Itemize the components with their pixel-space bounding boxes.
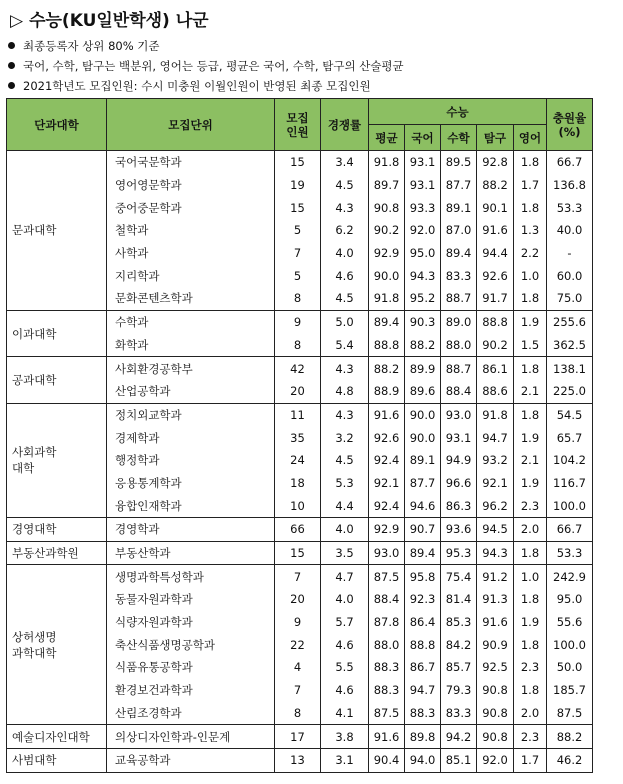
inquiry-cell: 91.8 bbox=[477, 403, 514, 426]
english-cell: 2.1 bbox=[514, 449, 547, 472]
english-cell: 1.9 bbox=[514, 426, 547, 449]
english-cell: 2.0 bbox=[514, 702, 547, 725]
math-cell: 85.7 bbox=[441, 656, 477, 679]
inquiry-cell: 91.7 bbox=[477, 287, 514, 310]
table-row bbox=[7, 518, 593, 542]
header-competition-rate: 경쟁률 bbox=[321, 99, 369, 151]
unit-cell: 경영학과 bbox=[107, 518, 275, 542]
header-math: 수학 bbox=[441, 125, 477, 151]
math-cell: 85.3 bbox=[441, 611, 477, 634]
table-row bbox=[7, 565, 593, 588]
unit-cell: 식량자원과학과 bbox=[107, 611, 275, 634]
fill-rate-cell: 66.7 bbox=[547, 518, 593, 542]
fill-rate-cell: 95.0 bbox=[547, 588, 593, 611]
inquiry-cell: 93.2 bbox=[477, 449, 514, 472]
table-row bbox=[7, 541, 593, 565]
avg-cell: 90.2 bbox=[369, 219, 405, 242]
inquiry-cell: 91.6 bbox=[477, 611, 514, 634]
english-cell: 1.8 bbox=[514, 403, 547, 426]
fill-rate-cell: 54.5 bbox=[547, 403, 593, 426]
korean-cell: 95.0 bbox=[405, 242, 441, 265]
inquiry-cell: 92.0 bbox=[477, 748, 514, 772]
english-cell: 1.8 bbox=[514, 151, 547, 174]
korean-cell: 93.1 bbox=[405, 174, 441, 197]
math-cell: 87.0 bbox=[441, 219, 477, 242]
inquiry-cell: 90.1 bbox=[477, 196, 514, 219]
avg-cell: 91.8 bbox=[369, 287, 405, 310]
english-cell: 1.8 bbox=[514, 357, 547, 380]
inquiry-cell: 90.8 bbox=[477, 725, 514, 749]
english-cell: 1.8 bbox=[514, 541, 547, 565]
avg-cell: 88.3 bbox=[369, 656, 405, 679]
math-cell: 88.7 bbox=[441, 287, 477, 310]
notes-list bbox=[8, 36, 404, 96]
page-title bbox=[10, 6, 209, 31]
avg-cell: 92.6 bbox=[369, 426, 405, 449]
unit-cell: 식품유통공학과 bbox=[107, 656, 275, 679]
quota-cell: 4 bbox=[275, 656, 321, 679]
korean-cell: 88.8 bbox=[405, 633, 441, 656]
quota-cell: 42 bbox=[275, 357, 321, 380]
korean-cell: 94.0 bbox=[405, 748, 441, 772]
note-item bbox=[8, 36, 404, 56]
math-cell: 79.3 bbox=[441, 679, 477, 702]
note-text: 2021학년도 모집인원: 수시 미충원 이월인원이 반영된 최종 모집인원 bbox=[23, 79, 371, 93]
english-cell: 1.9 bbox=[514, 310, 547, 333]
table-row bbox=[7, 748, 593, 772]
math-cell: 88.0 bbox=[441, 334, 477, 357]
table-row bbox=[7, 403, 593, 426]
fill-rate-cell: 362.5 bbox=[547, 334, 593, 357]
inquiry-cell: 92.8 bbox=[477, 151, 514, 174]
college-cell: 예술디자인대학 bbox=[7, 725, 107, 749]
math-cell: 93.1 bbox=[441, 426, 477, 449]
quota-cell: 66 bbox=[275, 518, 321, 542]
table-row bbox=[7, 357, 593, 380]
unit-cell: 융합인재학과 bbox=[107, 494, 275, 517]
inquiry-cell: 94.4 bbox=[477, 242, 514, 265]
korean-cell: 90.0 bbox=[405, 403, 441, 426]
korean-cell: 89.8 bbox=[405, 725, 441, 749]
unit-cell: 교육공학과 bbox=[107, 748, 275, 772]
unit-cell: 사회환경공학부 bbox=[107, 357, 275, 380]
avg-cell: 87.5 bbox=[369, 702, 405, 725]
fill-rate-cell: 46.2 bbox=[547, 748, 593, 772]
inquiry-cell: 94.5 bbox=[477, 518, 514, 542]
quota-cell: 5 bbox=[275, 219, 321, 242]
math-cell: 86.3 bbox=[441, 494, 477, 517]
quota-cell: 17 bbox=[275, 725, 321, 749]
math-cell: 89.1 bbox=[441, 196, 477, 219]
unit-cell: 산림조경학과 bbox=[107, 702, 275, 725]
korean-cell: 93.3 bbox=[405, 196, 441, 219]
math-cell: 85.1 bbox=[441, 748, 477, 772]
inquiry-cell: 88.6 bbox=[477, 380, 514, 403]
unit-cell: 동물자원과학과 bbox=[107, 588, 275, 611]
unit-cell: 부동산학과 bbox=[107, 541, 275, 565]
rate-cell: 4.6 bbox=[321, 633, 369, 656]
rate-cell: 3.1 bbox=[321, 748, 369, 772]
english-cell: 1.9 bbox=[514, 472, 547, 495]
quota-cell: 9 bbox=[275, 310, 321, 333]
unit-cell: 문화콘텐츠학과 bbox=[107, 287, 275, 310]
unit-cell: 경제학과 bbox=[107, 426, 275, 449]
inquiry-cell: 90.9 bbox=[477, 633, 514, 656]
avg-cell: 90.0 bbox=[369, 264, 405, 287]
header-inquiry: 탐구 bbox=[477, 125, 514, 151]
math-cell: 88.4 bbox=[441, 380, 477, 403]
avg-cell: 91.6 bbox=[369, 403, 405, 426]
fill-rate-cell: 87.5 bbox=[547, 702, 593, 725]
avg-cell: 93.0 bbox=[369, 541, 405, 565]
fill-rate-cell: 116.7 bbox=[547, 472, 593, 495]
fill-rate-cell: 100.0 bbox=[547, 494, 593, 517]
korean-cell: 89.6 bbox=[405, 380, 441, 403]
avg-cell: 87.5 bbox=[369, 565, 405, 588]
math-cell: 89.4 bbox=[441, 242, 477, 265]
korean-cell: 90.7 bbox=[405, 518, 441, 542]
table-row bbox=[7, 725, 593, 749]
english-cell: 1.8 bbox=[514, 287, 547, 310]
rate-cell: 4.3 bbox=[321, 403, 369, 426]
bullet-icon bbox=[8, 82, 15, 89]
note-text: 국어, 수학, 탐구는 백분위, 영어는 등급, 평균은 국어, 수학, 탐구의 산술평균 bbox=[23, 59, 404, 73]
rate-cell: 4.1 bbox=[321, 702, 369, 725]
header-fill-rate: 충원율 (%) bbox=[547, 99, 593, 151]
rate-cell: 3.5 bbox=[321, 541, 369, 565]
inquiry-cell: 88.8 bbox=[477, 310, 514, 333]
page-title-text: 수능(KU일반학생) 나군 bbox=[29, 11, 209, 31]
quota-cell: 15 bbox=[275, 196, 321, 219]
triangle-marker-icon: ▷ bbox=[10, 11, 24, 31]
korean-cell: 95.2 bbox=[405, 287, 441, 310]
inquiry-cell: 91.2 bbox=[477, 565, 514, 588]
math-cell: 95.3 bbox=[441, 541, 477, 565]
inquiry-cell: 94.7 bbox=[477, 426, 514, 449]
rate-cell: 5.3 bbox=[321, 472, 369, 495]
unit-cell: 국어국문학과 bbox=[107, 151, 275, 174]
avg-cell: 87.8 bbox=[369, 611, 405, 634]
english-cell: 1.3 bbox=[514, 219, 547, 242]
quota-cell: 19 bbox=[275, 174, 321, 197]
inquiry-cell: 91.6 bbox=[477, 219, 514, 242]
english-cell: 2.3 bbox=[514, 494, 547, 517]
unit-cell: 축산식품생명공학과 bbox=[107, 633, 275, 656]
rate-cell: 4.0 bbox=[321, 518, 369, 542]
math-cell: 84.2 bbox=[441, 633, 477, 656]
avg-cell: 92.4 bbox=[369, 494, 405, 517]
college-cell: 사범대학 bbox=[7, 748, 107, 772]
bullet-icon bbox=[8, 62, 15, 69]
quota-cell: 24 bbox=[275, 449, 321, 472]
unit-cell: 영어영문학과 bbox=[107, 174, 275, 197]
inquiry-cell: 90.8 bbox=[477, 679, 514, 702]
unit-cell: 산업공학과 bbox=[107, 380, 275, 403]
english-cell: 2.3 bbox=[514, 725, 547, 749]
quota-cell: 20 bbox=[275, 588, 321, 611]
unit-cell: 중어중문학과 bbox=[107, 196, 275, 219]
english-cell: 2.1 bbox=[514, 380, 547, 403]
korean-cell: 94.3 bbox=[405, 264, 441, 287]
inquiry-cell: 91.3 bbox=[477, 588, 514, 611]
fill-rate-cell: 185.7 bbox=[547, 679, 593, 702]
fill-rate-cell: 66.7 bbox=[547, 151, 593, 174]
math-cell: 89.0 bbox=[441, 310, 477, 333]
unit-cell: 의상디자인학과-인문계 bbox=[107, 725, 275, 749]
note-item bbox=[8, 76, 404, 96]
avg-cell: 88.0 bbox=[369, 633, 405, 656]
english-cell: 2.3 bbox=[514, 656, 547, 679]
header-suneung: 수능 bbox=[369, 99, 547, 125]
rate-cell: 4.6 bbox=[321, 264, 369, 287]
avg-cell: 90.8 bbox=[369, 196, 405, 219]
avg-cell: 91.6 bbox=[369, 725, 405, 749]
college-cell: 경영대학 bbox=[7, 518, 107, 542]
header-average: 평균 bbox=[369, 125, 405, 151]
rate-cell: 5.5 bbox=[321, 656, 369, 679]
college-cell: 문과대학 bbox=[7, 151, 107, 311]
quota-cell: 10 bbox=[275, 494, 321, 517]
quota-cell: 15 bbox=[275, 541, 321, 565]
quota-cell: 22 bbox=[275, 633, 321, 656]
fill-rate-cell: 242.9 bbox=[547, 565, 593, 588]
korean-cell: 86.4 bbox=[405, 611, 441, 634]
inquiry-cell: 90.8 bbox=[477, 702, 514, 725]
unit-cell: 응용통계학과 bbox=[107, 472, 275, 495]
quota-cell: 13 bbox=[275, 748, 321, 772]
table-row bbox=[7, 310, 593, 333]
rate-cell: 4.4 bbox=[321, 494, 369, 517]
avg-cell: 88.2 bbox=[369, 357, 405, 380]
english-cell: 2.2 bbox=[514, 242, 547, 265]
math-cell: 94.2 bbox=[441, 725, 477, 749]
fill-rate-cell: 53.3 bbox=[547, 196, 593, 219]
unit-cell: 철학과 bbox=[107, 219, 275, 242]
rate-cell: 5.0 bbox=[321, 310, 369, 333]
inquiry-cell: 94.3 bbox=[477, 541, 514, 565]
rate-cell: 3.4 bbox=[321, 151, 369, 174]
note-text: 최종등록자 상위 80% 기준 bbox=[23, 39, 160, 53]
math-cell: 93.0 bbox=[441, 403, 477, 426]
quota-cell: 20 bbox=[275, 380, 321, 403]
rate-cell: 6.2 bbox=[321, 219, 369, 242]
quota-cell: 9 bbox=[275, 611, 321, 634]
quota-cell: 15 bbox=[275, 151, 321, 174]
inquiry-cell: 86.1 bbox=[477, 357, 514, 380]
table-body bbox=[7, 151, 593, 773]
fill-rate-cell: 55.6 bbox=[547, 611, 593, 634]
quota-cell: 11 bbox=[275, 403, 321, 426]
inquiry-cell: 90.2 bbox=[477, 334, 514, 357]
header-college: 단과대학 bbox=[7, 99, 107, 151]
avg-cell: 92.1 bbox=[369, 472, 405, 495]
english-cell: 1.0 bbox=[514, 565, 547, 588]
fill-rate-cell: 75.0 bbox=[547, 287, 593, 310]
english-cell: 1.7 bbox=[514, 174, 547, 197]
fill-rate-cell: - bbox=[547, 242, 593, 265]
math-cell: 83.3 bbox=[441, 702, 477, 725]
admission-results-table bbox=[6, 98, 593, 773]
korean-cell: 90.3 bbox=[405, 310, 441, 333]
unit-cell: 지리학과 bbox=[107, 264, 275, 287]
fill-rate-cell: 104.2 bbox=[547, 449, 593, 472]
rate-cell: 3.2 bbox=[321, 426, 369, 449]
avg-cell: 91.8 bbox=[369, 151, 405, 174]
rate-cell: 4.5 bbox=[321, 174, 369, 197]
inquiry-cell: 92.1 bbox=[477, 472, 514, 495]
fill-rate-cell: 53.3 bbox=[547, 541, 593, 565]
avg-cell: 92.9 bbox=[369, 518, 405, 542]
korean-cell: 94.6 bbox=[405, 494, 441, 517]
rate-cell: 4.0 bbox=[321, 588, 369, 611]
fill-rate-cell: 225.0 bbox=[547, 380, 593, 403]
avg-cell: 88.9 bbox=[369, 380, 405, 403]
avg-cell: 90.4 bbox=[369, 748, 405, 772]
unit-cell: 정치외교학과 bbox=[107, 403, 275, 426]
rate-cell: 3.8 bbox=[321, 725, 369, 749]
math-cell: 96.6 bbox=[441, 472, 477, 495]
avg-cell: 88.4 bbox=[369, 588, 405, 611]
avg-cell: 92.9 bbox=[369, 242, 405, 265]
math-cell: 93.6 bbox=[441, 518, 477, 542]
korean-cell: 88.3 bbox=[405, 702, 441, 725]
rate-cell: 4.8 bbox=[321, 380, 369, 403]
inquiry-cell: 88.2 bbox=[477, 174, 514, 197]
english-cell: 1.8 bbox=[514, 588, 547, 611]
english-cell: 1.8 bbox=[514, 196, 547, 219]
rate-cell: 4.5 bbox=[321, 449, 369, 472]
inquiry-cell: 92.6 bbox=[477, 264, 514, 287]
table-row bbox=[7, 151, 593, 174]
math-cell: 81.4 bbox=[441, 588, 477, 611]
unit-cell: 행정학과 bbox=[107, 449, 275, 472]
fill-rate-cell: 60.0 bbox=[547, 264, 593, 287]
unit-cell: 환경보건과학과 bbox=[107, 679, 275, 702]
fill-rate-cell: 88.2 bbox=[547, 725, 593, 749]
korean-cell: 92.3 bbox=[405, 588, 441, 611]
fill-rate-cell: 138.1 bbox=[547, 357, 593, 380]
korean-cell: 92.0 bbox=[405, 219, 441, 242]
math-cell: 94.9 bbox=[441, 449, 477, 472]
math-cell: 88.7 bbox=[441, 357, 477, 380]
korean-cell: 89.4 bbox=[405, 541, 441, 565]
korean-cell: 90.0 bbox=[405, 426, 441, 449]
fill-rate-cell: 65.7 bbox=[547, 426, 593, 449]
korean-cell: 86.7 bbox=[405, 656, 441, 679]
math-cell: 75.4 bbox=[441, 565, 477, 588]
avg-cell: 88.3 bbox=[369, 679, 405, 702]
quota-cell: 7 bbox=[275, 242, 321, 265]
unit-cell: 화학과 bbox=[107, 334, 275, 357]
rate-cell: 5.7 bbox=[321, 611, 369, 634]
fill-rate-cell: 136.8 bbox=[547, 174, 593, 197]
college-cell: 부동산과학원 bbox=[7, 541, 107, 565]
korean-cell: 94.7 bbox=[405, 679, 441, 702]
math-cell: 87.7 bbox=[441, 174, 477, 197]
rate-cell: 4.7 bbox=[321, 565, 369, 588]
avg-cell: 89.4 bbox=[369, 310, 405, 333]
header-english: 영어 bbox=[514, 125, 547, 151]
bullet-icon bbox=[8, 42, 15, 49]
korean-cell: 93.1 bbox=[405, 151, 441, 174]
rate-cell: 4.3 bbox=[321, 196, 369, 219]
quota-cell: 7 bbox=[275, 679, 321, 702]
rate-cell: 4.3 bbox=[321, 357, 369, 380]
korean-cell: 89.1 bbox=[405, 449, 441, 472]
math-cell: 89.5 bbox=[441, 151, 477, 174]
english-cell: 1.0 bbox=[514, 264, 547, 287]
note-item bbox=[8, 56, 404, 76]
college-cell: 이과대학 bbox=[7, 310, 107, 356]
english-cell: 2.0 bbox=[514, 518, 547, 542]
quota-cell: 5 bbox=[275, 264, 321, 287]
korean-cell: 95.8 bbox=[405, 565, 441, 588]
math-cell: 83.3 bbox=[441, 264, 477, 287]
unit-cell: 생명과학특성학과 bbox=[107, 565, 275, 588]
english-cell: 1.8 bbox=[514, 633, 547, 656]
avg-cell: 89.7 bbox=[369, 174, 405, 197]
quota-cell: 18 bbox=[275, 472, 321, 495]
fill-rate-cell: 40.0 bbox=[547, 219, 593, 242]
korean-cell: 89.9 bbox=[405, 357, 441, 380]
college-cell: 공과대학 bbox=[7, 357, 107, 403]
quota-cell: 8 bbox=[275, 287, 321, 310]
unit-cell: 사학과 bbox=[107, 242, 275, 265]
fill-rate-cell: 255.6 bbox=[547, 310, 593, 333]
korean-cell: 88.2 bbox=[405, 334, 441, 357]
rate-cell: 4.6 bbox=[321, 679, 369, 702]
header-quota: 모집 인원 bbox=[275, 99, 321, 151]
college-cell: 상허생명 과학대학 bbox=[7, 565, 107, 725]
rate-cell: 5.4 bbox=[321, 334, 369, 357]
unit-cell: 수학과 bbox=[107, 310, 275, 333]
korean-cell: 87.7 bbox=[405, 472, 441, 495]
avg-cell: 92.4 bbox=[369, 449, 405, 472]
english-cell: 1.8 bbox=[514, 679, 547, 702]
header-korean: 국어 bbox=[405, 125, 441, 151]
quota-cell: 35 bbox=[275, 426, 321, 449]
english-cell: 1.9 bbox=[514, 611, 547, 634]
inquiry-cell: 92.5 bbox=[477, 656, 514, 679]
english-cell: 1.7 bbox=[514, 748, 547, 772]
quota-cell: 8 bbox=[275, 702, 321, 725]
fill-rate-cell: 50.0 bbox=[547, 656, 593, 679]
header-unit: 모집단위 bbox=[107, 99, 275, 151]
quota-cell: 7 bbox=[275, 565, 321, 588]
rate-cell: 4.0 bbox=[321, 242, 369, 265]
avg-cell: 88.8 bbox=[369, 334, 405, 357]
english-cell: 1.5 bbox=[514, 334, 547, 357]
rate-cell: 4.5 bbox=[321, 287, 369, 310]
inquiry-cell: 96.2 bbox=[477, 494, 514, 517]
college-cell: 사회과학 대학 bbox=[7, 403, 107, 517]
quota-cell: 8 bbox=[275, 334, 321, 357]
fill-rate-cell: 100.0 bbox=[547, 633, 593, 656]
